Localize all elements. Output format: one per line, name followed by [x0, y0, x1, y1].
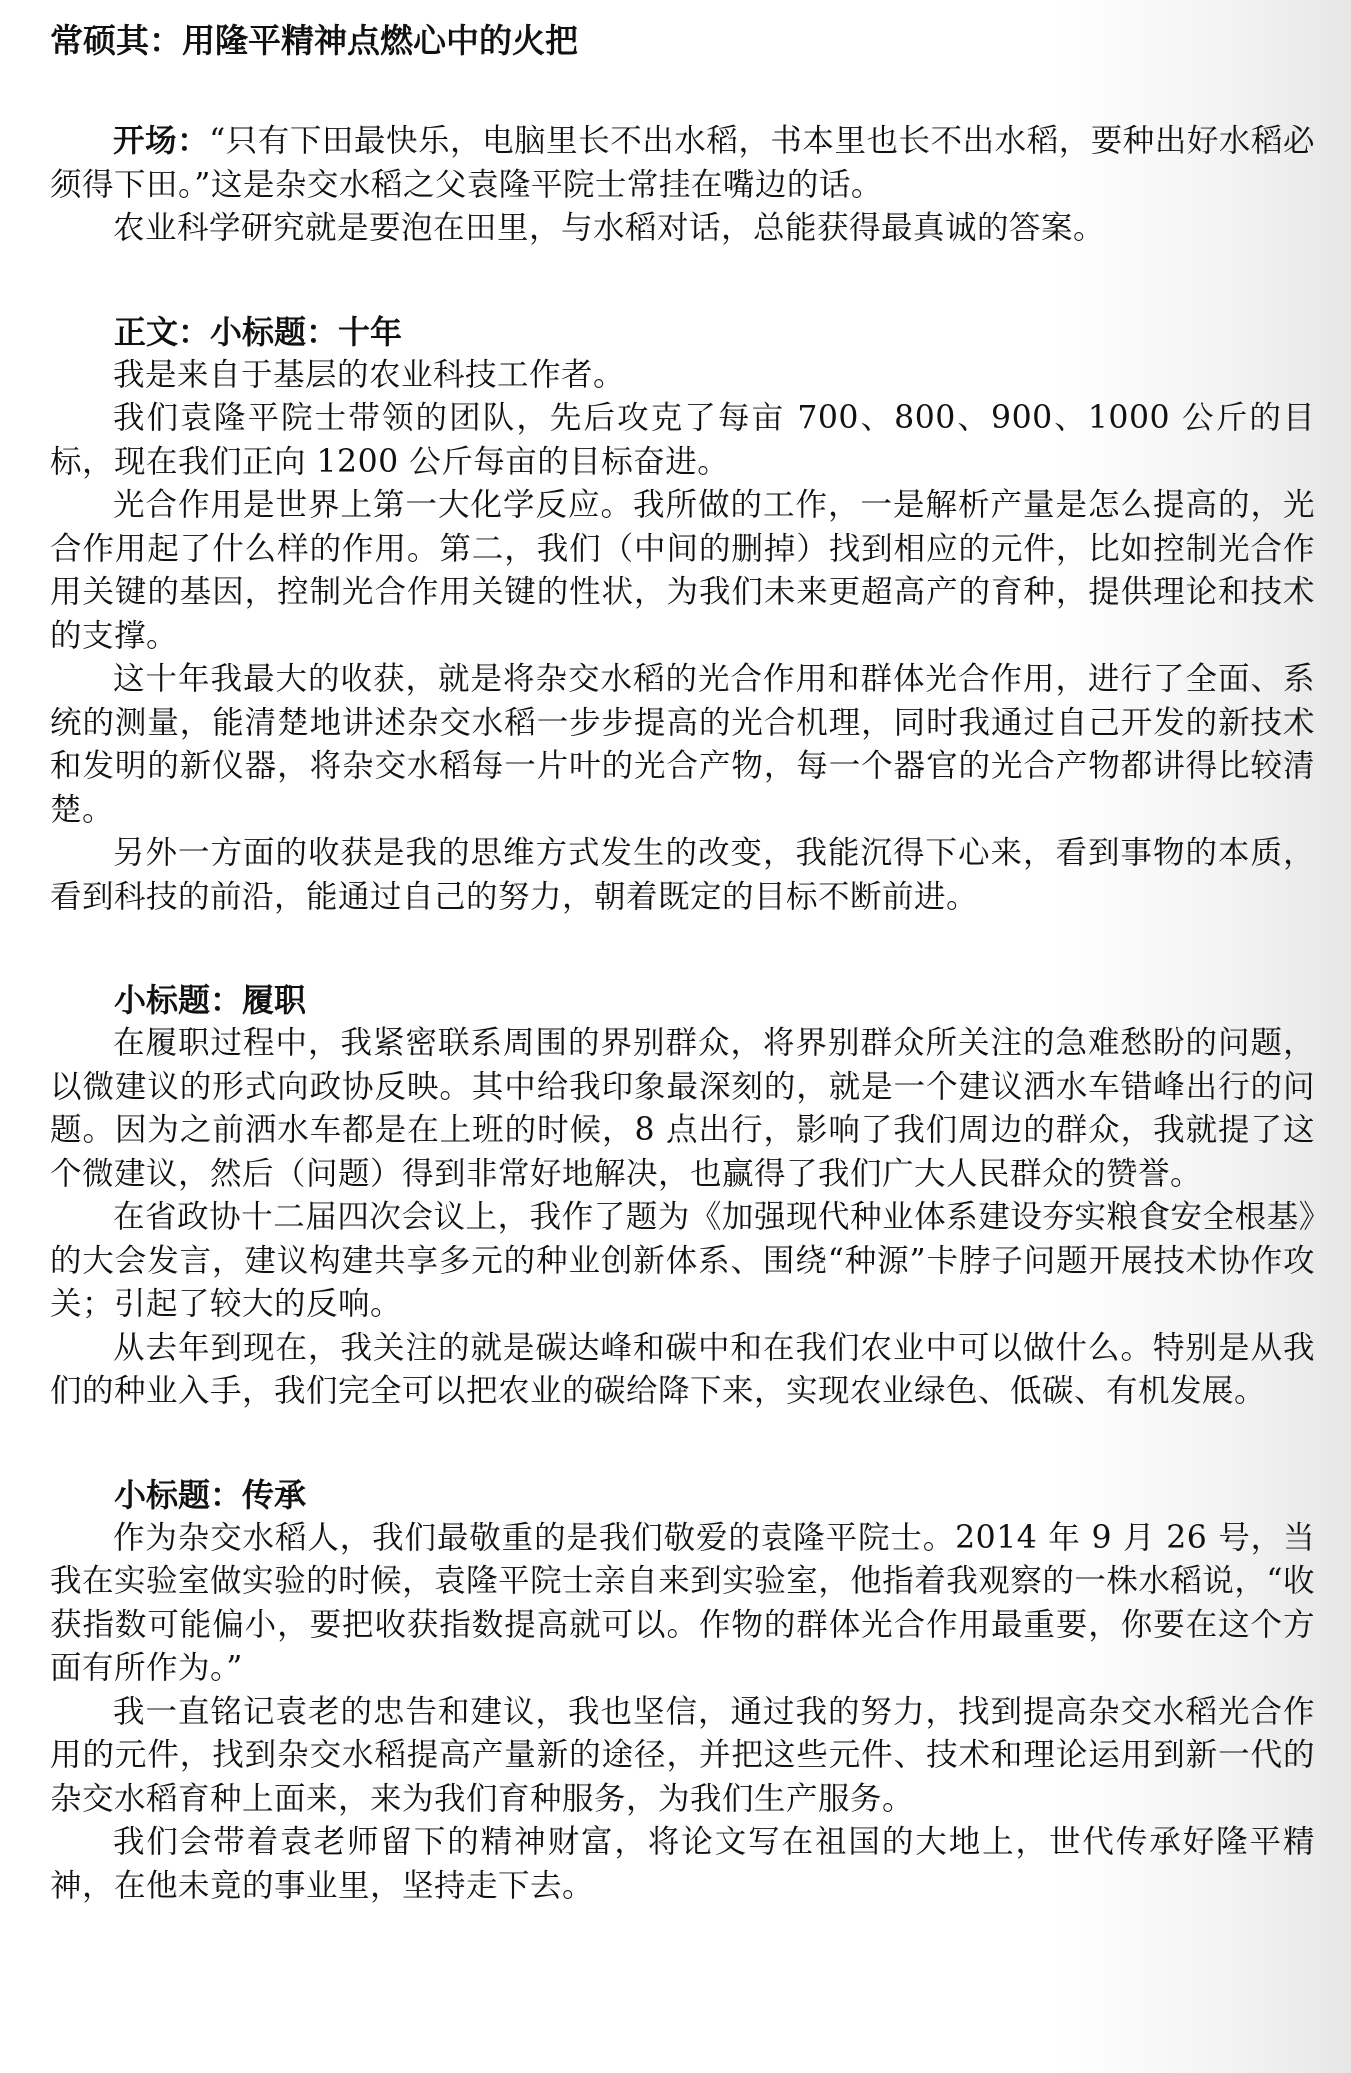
legacy-paragraph-3: 我们会带着袁老师留下的精神财富，将论文写在祖国的大地上，世代传承好隆平精神，在他未竟的事业里，坚持走下去。	[50, 1824, 1315, 1904]
section-legacy	[50, 1474, 1315, 1909]
ten-years-paragraph-2: 我们袁隆平院士带领的团队，先后攻克了每亩 700、800、900、1000 公斤的目标，现在我们正向 1200 公斤每亩的目标奋进。	[50, 400, 1315, 480]
section-ten-years	[50, 311, 1315, 920]
document-page	[50, 18, 1315, 1968]
section-duty-heading: 小标题：履职	[114, 981, 307, 1019]
duty-paragraph-1: 在履职过程中，我紧密联系周围的界别群众，将界别群众所关注的急难愁盼的问题，以微建议的形式向政协反映。其中给我印象最深刻的，就是一个建议洒水车错峰出行的问题。因为之前洒水车都是在上班的时候，8 点出行，影响了我们周边的群众，我就提了这个微建议，然后（问题）得到非常好地解决，也赢得了我们广大人民群众的赞誉。	[50, 1025, 1315, 1192]
ten-years-paragraph-4: 这十年我最大的收获，就是将杂交水稻的光合作用和群体光合作用，进行了全面、系统的测量，能清楚地讲述杂交水稻一步步提高的光合机理，同时我通过自己开发的新技术和发明的新仪器，将杂交水稻每一片叶的光合产物，每一个器官的光合产物都讲得比较清楚。	[50, 661, 1315, 828]
ten-years-paragraph-3: 光合作用是世界上第一大化学反应。我所做的工作，一是解析产量是怎么提高的，光合作用起了什么样的作用。第二，我们（中间的删掉）找到相应的元件，比如控制光合作用关键的基因，控制光合作用关键的性状，为我们未来更超高产的育种，提供理论和技术的支撑。	[50, 487, 1315, 654]
section-legacy-heading: 小标题：传承	[114, 1475, 307, 1514]
opening-paragraph-1	[50, 120, 1315, 207]
opening-paragraph-2: 农业科学研究就是要泡在田里，与水稻对话，总能获得最真诚的答案。	[113, 210, 1106, 246]
opening-section	[50, 120, 1315, 251]
section-ten-years-heading: 正文：小标题：十年	[114, 312, 403, 351]
legacy-paragraph-1: 作为杂交水稻人，我们最敬重的是我们敬爱的袁隆平院士。2014 年 9 月 26 号，当我在实验室做实验的时候，袁隆平院士亲自来到实验室，他指着我观察的一株水稻说，“收获指数可能偏小，要把收获指数提高就可以。作物的群体光合作用最重要，你要在这个方面有所作为。”	[50, 1519, 1315, 1686]
duty-paragraph-2: 在省政协十二届四次会议上，我作了题为《加强现代种业体系建设夯实粮食安全根基》的大会发言，建议构建共享多元的种业创新体系、围绕“种源”卡脖子问题开展技术协作攻关；引起了较大的反响。	[50, 1199, 1315, 1322]
ten-years-paragraph-1: 我是来自于基层的农业科技工作者。	[113, 356, 626, 393]
legacy-paragraph-2: 我一直铭记袁老的忠告和建议，我也坚信，通过我的努力，找到提高杂交水稻光合作用的元件，找到杂交水稻提高产量新的途径，并把这些元件、技术和理论运用到新一代的杂交水稻育种上面来，来为我们育种服务，为我们生产服务。	[50, 1693, 1315, 1817]
document-title: 常硕其：用隆平精神点燃心中的火把	[50, 21, 578, 60]
ten-years-paragraph-5: 另外一方面的收获是我的思维方式发生的改变，我能沉得下心来，看到事物的本质，看到科技的前沿，能通过自己的努力，朝着既定的目标不断前进。	[50, 835, 1315, 915]
opening-paragraph-1-text: “只有下田最快乐，电脑里长不出水稻，书本里也长不出水稻，要种出好水稻必须得下田。”这是杂交水稻之父袁隆平院士常挂在嘴边的话。	[50, 123, 1315, 203]
section-duty	[50, 979, 1315, 1414]
duty-paragraph-3: 从去年到现在，我关注的就是碳达峰和碳中和在我们农业中可以做什么。特别是从我们的种业入手，我们完全可以把农业的碳给降下来，实现农业绿色、低碳、有机发展。	[50, 1329, 1315, 1409]
opening-label: 开场：	[113, 123, 210, 159]
